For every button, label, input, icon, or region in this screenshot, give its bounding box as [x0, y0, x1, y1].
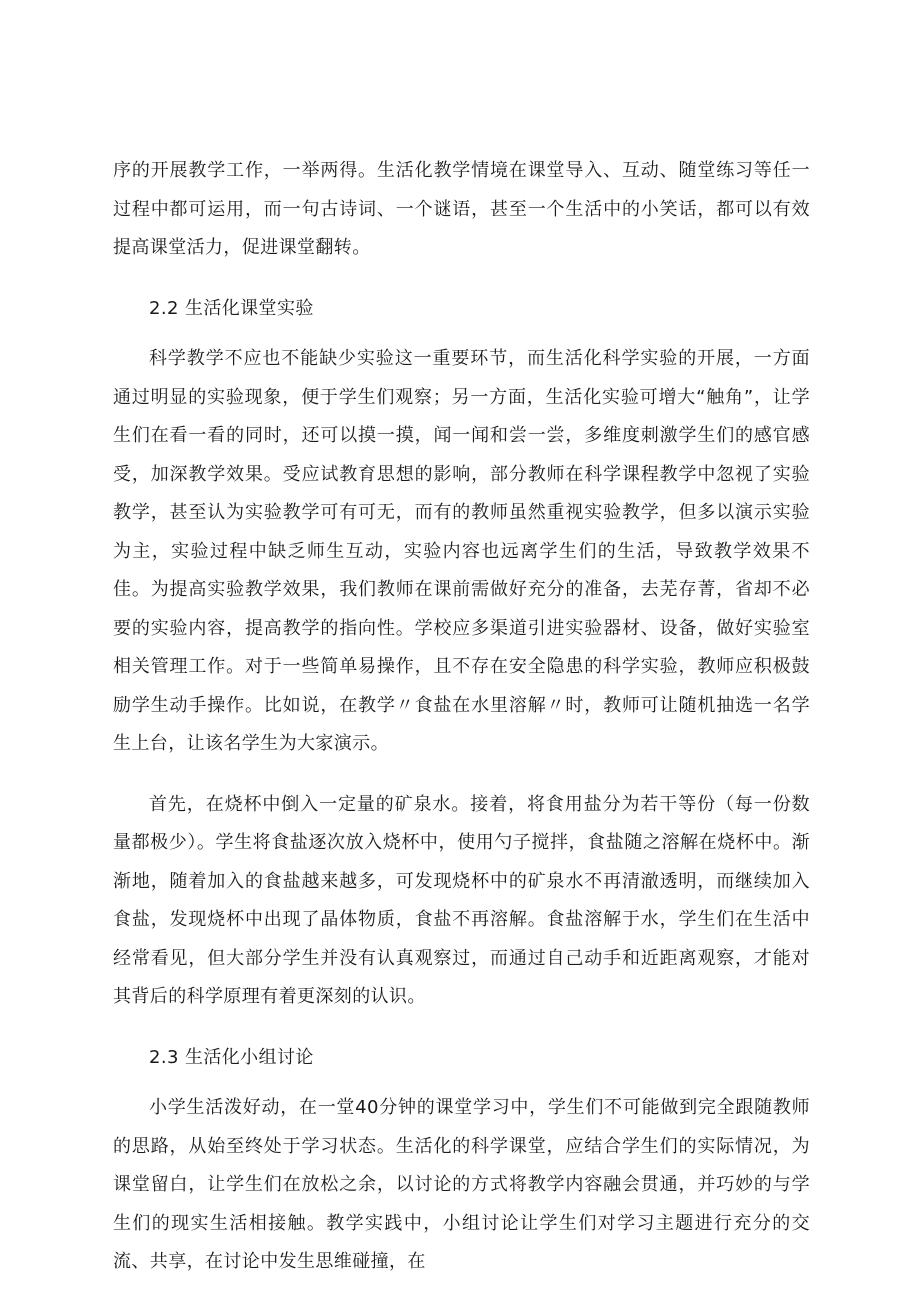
section-heading-2-3: 2.3 生活化小组讨论	[149, 1046, 314, 1068]
spacer	[113, 268, 810, 290]
section-heading-2-2: 2.2 生活化课堂实验	[149, 297, 314, 319]
spacer	[113, 328, 810, 340]
paragraph-salt-demo: 首先，在烧杯中倒入一定量的矿泉水。接着，将食用盐分为若干等份（每一份数量都极少）。学生将食盐逐次放入烧杯中，使用勺子搅拌，食盐随之溶解在烧杯中。渐渐地，随着加入的食盐越来越多，可发现烧杯中的矿泉水不再清澈透明，而继续加入食盐，发现烧杯中出现了晶体物质，食盐不再溶解。食盐溶解于水，学生们在生活中经常看见，但大部分学生并没有认真观察过，而通过自己动手和近距离观察，才能对其背后的科学原理有着更深刻的认识。	[113, 793, 810, 1007]
spacer	[113, 1077, 810, 1089]
paragraph-group-discussion: 小学生活泼好动，在一堂40分钟的课堂学习中，学生们不可能做到完全跟随教师的思路，从始至终处于学习状态。生活化的科学课堂，应结合学生们的实际情况，为课堂留白，让学生们在放松之余，以讨论的方式将教学内容融会贯通，并巧妙的与学生们的现实生活相接触。教学实践中，小组讨论让学生们对学习主题进行充分的交流、共享，在讨论中发生思维碰撞，在	[113, 1097, 810, 1272]
document-body	[113, 152, 810, 1282]
paragraph-intro-continuation: 序的开展教学工作，一举两得。生活化教学情境在课堂导入、互动、随堂练习等任一过程中都可运用，而一句古诗词、一个谜语，甚至一个生活中的小笑话，都可以有效提高课堂活力，促进课堂翻转。	[113, 160, 810, 258]
spacer	[113, 1017, 810, 1039]
paragraph-experiment: 科学教学不应也不能缺少实验这一重要环节，而生活化科学实验的开展，一方面通过明显的实验现象，便于学生们观察；另一方面，生活化实验可增大“触角”，让学生们在看一看的同时，还可以摸一摸，闻一闻和尝一尝，多维度刺激学生们的感官感受，加深教学效果。受应试教育思想的影响，部分教师在科学课程教学中忽视了实验教学，甚至认为实验教学可有可无，而有的教师虽然重视实验教学，但多以演示实验为主，实验过程中缺乏师生互动，实验内容也远离学生们的生活，导致教学效果不佳。为提高实验教学效果，我们教师在课前需做好充分的准备，去芜存菁，省却不必要的实验内容，提高教学的指向性。学校应多渠道引进实验器材、设备，做好实验室相关管理工作。对于一些简单易操作，且不存在安全隐患的科学实验，教师应积极鼓励学生动手操作。比如说，在教学〃食盐在水里溶解〃时，教师可让随机抽选一名学生上台，让该名学生为大家演示。	[113, 348, 810, 754]
spacer	[113, 764, 810, 786]
